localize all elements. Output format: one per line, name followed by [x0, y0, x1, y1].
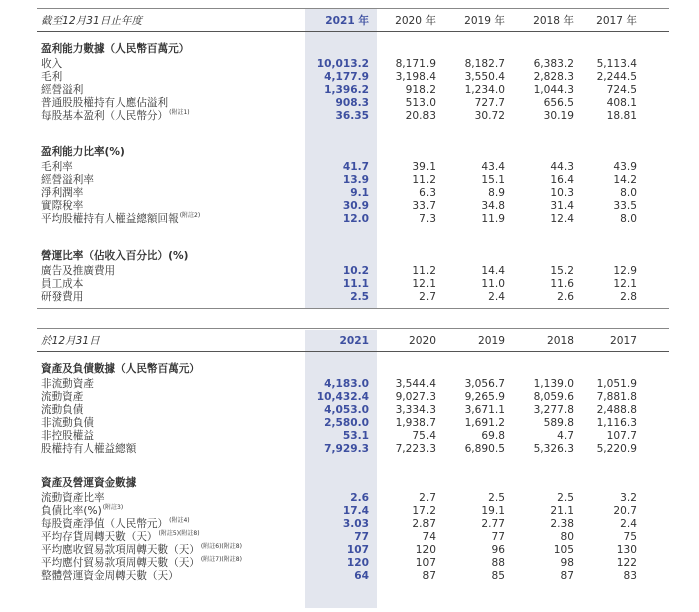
cell-value: 3,671.1: [464, 404, 505, 416]
cell-value: 13.9: [342, 174, 369, 186]
cell-value: 3.03: [342, 518, 369, 530]
cell-value: 75.4: [412, 430, 436, 442]
row-label: 實際稅率: [41, 200, 84, 212]
footnote-ref: (附註6)(附註8): [200, 543, 242, 551]
cell-value: 83: [623, 570, 637, 582]
cell-value: 1,396.2: [324, 84, 369, 96]
table-row: [0, 518, 699, 531]
row-label: 非流動資產: [41, 378, 94, 390]
cell-value: 69.8: [481, 430, 505, 442]
cell-value: 10,432.4: [316, 391, 369, 403]
year-header: 2020 年: [395, 15, 436, 27]
cell-value: 2,488.8: [596, 404, 637, 416]
cell-value: 12.0: [342, 213, 369, 225]
cell-value: 18.81: [606, 110, 637, 122]
cell-value: 2,580.0: [324, 417, 369, 429]
cell-value: 41.7: [342, 161, 369, 173]
cell-value: 2.5: [488, 492, 505, 504]
cell-value: 31.4: [550, 200, 574, 212]
divider: [37, 31, 669, 32]
cell-value: 2.7: [419, 291, 436, 303]
cell-value: 1,938.7: [395, 417, 436, 429]
cell-value: 64: [354, 570, 369, 582]
table-row: [0, 110, 699, 123]
cell-value: 75: [623, 531, 637, 543]
cell-value: 44.3: [550, 161, 574, 173]
cell-value: 30.19: [543, 110, 574, 122]
row-label: 整體營運資金周轉天數（天）: [41, 570, 179, 582]
cell-value: 120: [346, 557, 369, 569]
cell-value: 96: [491, 544, 505, 556]
cell-value: 77: [491, 531, 505, 543]
cell-value: 105: [553, 544, 574, 556]
divider: [37, 308, 669, 309]
cell-value: 11.0: [481, 278, 505, 290]
cell-value: 16.4: [550, 174, 574, 186]
cell-value: 8.9: [488, 187, 505, 199]
cell-value: 130: [616, 544, 637, 556]
cell-value: 6,890.5: [464, 443, 505, 455]
row-label: 股權持有人權益總額: [41, 443, 137, 455]
table-row: [0, 531, 699, 544]
table-row: [0, 443, 699, 456]
row-label: 平均應付貿易款項周轉天數（天）$^{(附註7)(附註8)}$: [41, 556, 242, 569]
row-label: 收入: [41, 58, 63, 70]
cell-value: 20.83: [405, 110, 436, 122]
row-label: 廣告及推廣費用: [41, 265, 116, 277]
cell-value: 12.9: [613, 265, 637, 277]
footnote-ref: (附註7)(附註8): [200, 556, 242, 564]
table-row: [0, 417, 699, 430]
cell-value: 1,051.9: [596, 378, 637, 390]
highlight-column-2021-table1: [305, 8, 377, 308]
cell-value: 724.5: [606, 84, 637, 96]
cell-value: 4.7: [557, 430, 574, 442]
cell-value: 6.3: [419, 187, 436, 199]
cell-value: 33.7: [412, 200, 436, 212]
cell-value: 107: [415, 557, 436, 569]
cell-value: 10,013.2: [316, 58, 369, 70]
table-row: [0, 570, 699, 583]
footnote-ref: (附註3): [102, 504, 124, 512]
cell-value: 107: [346, 544, 369, 556]
cell-value: 7,929.3: [324, 443, 369, 455]
table-row: [0, 200, 699, 213]
cell-value: 98: [560, 557, 574, 569]
table-row: [0, 544, 699, 557]
table-row: [0, 404, 699, 417]
cell-value: 6,383.2: [533, 58, 574, 70]
cell-value: 3,277.8: [533, 404, 574, 416]
cell-value: 74: [422, 531, 436, 543]
row-label: 流動負債: [41, 404, 84, 416]
cell-value: 11.2: [412, 174, 436, 186]
year-header: 2017: [610, 335, 637, 347]
table-header-row: [0, 14, 699, 28]
table-row: [0, 187, 699, 200]
period-label: 於12月31日: [41, 335, 100, 347]
cell-value: 87: [422, 570, 436, 582]
row-label: 每股基本盈利（人民幣分）$^{(附註1)}$: [41, 109, 190, 122]
cell-value: 77: [354, 531, 369, 543]
cell-value: 14.4: [481, 265, 505, 277]
cell-value: 2,244.5: [596, 71, 637, 83]
cell-value: 7,881.8: [596, 391, 637, 403]
row-label: 淨利潤率: [41, 187, 84, 199]
table-row: [0, 174, 699, 187]
year-header: 2019 年: [464, 15, 505, 27]
row-label: 毛利: [41, 71, 63, 83]
row-label: 每股資產淨值（人民幣元）$^{(附註4)}$: [41, 517, 190, 530]
cell-value: 11.2: [412, 265, 436, 277]
cell-value: 8,171.9: [395, 58, 436, 70]
cell-value: 908.3: [335, 97, 369, 109]
cell-value: 17.4: [342, 505, 369, 517]
cell-value: 8,182.7: [464, 58, 505, 70]
cell-value: 5,113.4: [596, 58, 637, 70]
cell-value: 1,139.0: [533, 378, 574, 390]
cell-value: 12.1: [412, 278, 436, 290]
year-header: 2018: [547, 335, 574, 347]
cell-value: 4,183.0: [324, 378, 369, 390]
year-header: 2021: [339, 335, 369, 347]
cell-value: 727.7: [474, 97, 505, 109]
cell-value: 21.1: [550, 505, 574, 517]
cell-value: 2.7: [419, 492, 436, 504]
row-label: 經營溢利率: [41, 174, 94, 186]
row-label: 非控股權益: [41, 430, 94, 442]
cell-value: 1,116.3: [596, 417, 637, 429]
cell-value: 34.8: [481, 200, 505, 212]
row-label: 平均股權持有人權益總額回報$^{(附註2)}$: [41, 212, 201, 225]
period-label: 截至12月31日止年度: [41, 15, 143, 27]
cell-value: 408.1: [606, 97, 637, 109]
cell-value: 122: [616, 557, 637, 569]
cell-value: 2.5: [557, 492, 574, 504]
cell-value: 5,220.9: [596, 443, 637, 455]
cell-value: 7,223.3: [395, 443, 436, 455]
cell-value: 39.1: [412, 161, 436, 173]
section-title: 資產及營運資金數據: [41, 477, 137, 489]
cell-value: 120: [415, 544, 436, 556]
cell-value: 33.5: [613, 200, 637, 212]
divider: [37, 8, 669, 9]
cell-value: 80: [560, 531, 574, 543]
cell-value: 9,027.3: [395, 391, 436, 403]
row-label: 普通股股權持有人應佔溢利: [41, 97, 169, 109]
table-row: [0, 278, 699, 291]
row-label: 流動資產比率: [41, 492, 105, 504]
cell-value: 8.0: [620, 187, 637, 199]
cell-value: 2.77: [481, 518, 505, 530]
cell-value: 85: [491, 570, 505, 582]
table-row: [0, 71, 699, 84]
row-label: 平均應收貿易款項周轉天數（天）$^{(附註6)(附註8)}$: [41, 543, 242, 556]
cell-value: 8.0: [620, 213, 637, 225]
cell-value: 11.1: [342, 278, 369, 290]
table-row: [0, 557, 699, 570]
divider: [37, 328, 669, 329]
table-row: [0, 505, 699, 518]
cell-value: 1,691.2: [464, 417, 505, 429]
cell-value: 43.9: [613, 161, 637, 173]
cell-value: 30.9: [342, 200, 369, 212]
table-header-row: [0, 334, 699, 348]
cell-value: 8,059.6: [533, 391, 574, 403]
cell-value: 87: [560, 570, 574, 582]
cell-value: 4,053.0: [324, 404, 369, 416]
cell-value: 88: [491, 557, 505, 569]
cell-value: 2.38: [550, 518, 574, 530]
cell-value: 1,234.0: [464, 84, 505, 96]
cell-value: 36.35: [335, 110, 369, 122]
cell-value: 7.3: [419, 213, 436, 225]
year-header: 2018 年: [533, 15, 574, 27]
cell-value: 30.72: [474, 110, 505, 122]
cell-value: 2.6: [350, 492, 369, 504]
table-row: [0, 84, 699, 97]
cell-value: 2.87: [412, 518, 436, 530]
cell-value: 2.8: [620, 291, 637, 303]
year-header: 2019: [478, 335, 505, 347]
row-label: 經營溢利: [41, 84, 84, 96]
row-label: 員工成本: [41, 278, 84, 290]
cell-value: 10.2: [342, 265, 369, 277]
cell-value: 589.8: [543, 417, 574, 429]
cell-value: 1,044.3: [533, 84, 574, 96]
cell-value: 3.2: [620, 492, 637, 504]
cell-value: 3,544.4: [395, 378, 436, 390]
row-label: 流動資產: [41, 391, 84, 403]
cell-value: 107.7: [606, 430, 637, 442]
table-row: [0, 430, 699, 443]
row-label: 毛利率: [41, 161, 73, 173]
cell-value: 53.1: [342, 430, 369, 442]
footnote-ref: (附註2): [179, 212, 201, 220]
cell-value: 3,198.4: [395, 71, 436, 83]
cell-value: 2.6: [557, 291, 574, 303]
year-header: 2021 年: [325, 15, 369, 27]
cell-value: 918.2: [405, 84, 436, 96]
cell-value: 2,828.3: [533, 71, 574, 83]
cell-value: 3,056.7: [464, 378, 505, 390]
cell-value: 5,326.3: [533, 443, 574, 455]
cell-value: 15.2: [550, 265, 574, 277]
table-row: [0, 291, 699, 304]
row-label: 研發費用: [41, 291, 84, 303]
cell-value: 12.1: [613, 278, 637, 290]
cell-value: 3,334.3: [395, 404, 436, 416]
table-row: [0, 58, 699, 71]
table-row: [0, 265, 699, 278]
table-row: [0, 378, 699, 391]
row-label: 非流動負債: [41, 417, 94, 429]
table-row: [0, 391, 699, 404]
cell-value: 3,550.4: [464, 71, 505, 83]
footnote-ref: (附註4): [169, 517, 190, 525]
cell-value: 19.1: [481, 505, 505, 517]
section-title: 盈利能力數據（人民幣百萬元）: [41, 43, 190, 55]
section-title: 盈利能力比率(%): [41, 146, 125, 158]
cell-value: 11.9: [481, 213, 505, 225]
cell-value: 2.5: [350, 291, 369, 303]
cell-value: 10.3: [550, 187, 574, 199]
year-header: 2020: [409, 335, 436, 347]
table-row: [0, 97, 699, 110]
cell-value: 14.2: [613, 174, 637, 186]
row-label: 平均存貨周轉天數（天）$^{(附註5)(附註8)}$: [41, 530, 200, 543]
divider: [37, 351, 669, 352]
cell-value: 17.2: [412, 505, 436, 517]
table-row: [0, 161, 699, 174]
year-header: 2017 年: [596, 15, 637, 27]
cell-value: 43.4: [481, 161, 505, 173]
section-title: 營運比率（佔收入百分比）(%): [41, 250, 189, 262]
cell-value: 9,265.9: [464, 391, 505, 403]
cell-value: 9.1: [350, 187, 369, 199]
section-title: 資產及負債數據（人民幣百萬元）: [41, 363, 200, 375]
cell-value: 15.1: [481, 174, 505, 186]
footnote-ref: (附註5)(附註8): [158, 530, 200, 538]
row-label: 負債比率(%)$^{(附註3)}$: [41, 504, 124, 517]
cell-value: 656.5: [543, 97, 574, 109]
table-row: [0, 213, 699, 226]
cell-value: 11.6: [550, 278, 574, 290]
cell-value: 513.0: [405, 97, 436, 109]
cell-value: 2.4: [488, 291, 505, 303]
cell-value: 12.4: [550, 213, 574, 225]
cell-value: 2.4: [620, 518, 637, 530]
footnote-ref: (附註1): [169, 109, 190, 117]
cell-value: 4,177.9: [324, 71, 369, 83]
cell-value: 20.7: [613, 505, 637, 517]
